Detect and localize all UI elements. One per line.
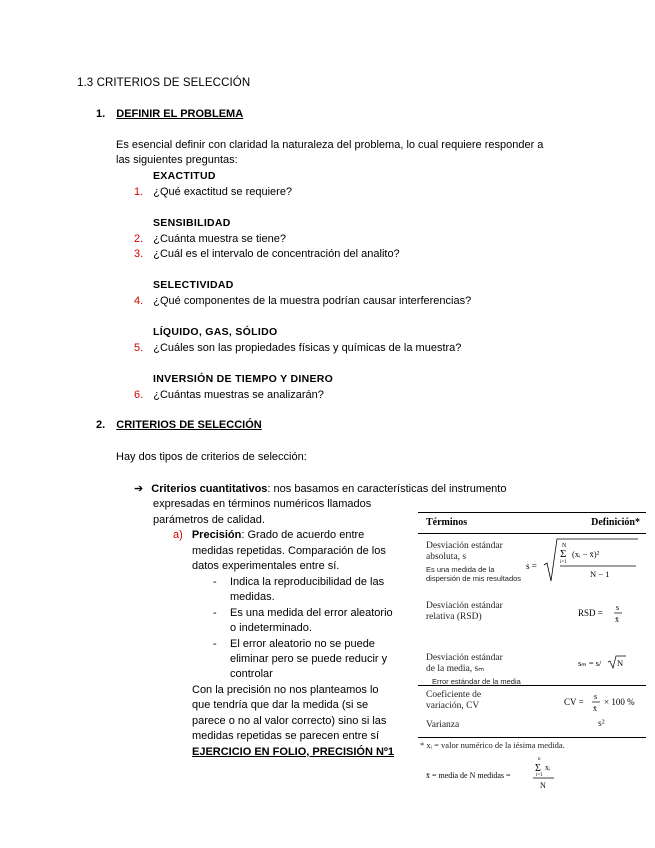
svg-text:N: N (617, 658, 624, 668)
formula-sm (578, 653, 638, 677)
item-text: ¿Qué componentes de la muestra podrían causar interferencias? (153, 295, 472, 307)
table-row-note (426, 565, 521, 583)
table-row-term (426, 690, 481, 712)
formula-rsd-graphic (578, 601, 638, 627)
list-item (134, 388, 324, 403)
part2-heading (96, 419, 262, 431)
svg-text:s =: s = (526, 561, 537, 571)
dash-item-line: El error aleatorio no se puede (230, 638, 375, 650)
item-text: ¿Cuántas muestras se analizarán? (153, 389, 324, 401)
list-item (134, 232, 286, 247)
term-line: absoluta, s (426, 552, 467, 562)
bullet-bold-label: Criterios cuantitativos (151, 483, 268, 495)
term-line: Coeficiente de (426, 690, 482, 700)
term-line: Desviación estándar (426, 653, 503, 663)
item-text: ¿Cuánta muestra se tiene? (153, 233, 286, 245)
svg-text:× 100 %: × 100 % (604, 697, 635, 707)
term-line: variación, CV (426, 701, 480, 711)
svg-text:RSD =: RSD = (578, 608, 603, 618)
statistics-table (418, 512, 646, 738)
dash-marker: - (213, 607, 217, 619)
table-footnote-1: * xᵢ = valor numérico de la iésima medida. (420, 740, 565, 750)
group-heading-selectividad: SELECTIVIDAD (153, 279, 234, 291)
bullet-text: : nos basamos en características del instrumento (267, 483, 507, 495)
part1-title: DEFINIR EL PROBLEMA (116, 108, 244, 120)
svg-text:i=1: i=1 (536, 773, 543, 778)
paragraph-line: parece o no al valor correcto) sino si las (192, 715, 387, 727)
part1-intro-line1: Es esencial definir con claridad la naturaleza del problema, lo cual requiere responder a (116, 139, 544, 151)
svg-text:N − 1: N − 1 (590, 569, 610, 579)
formula-std-dev-graphic (520, 535, 640, 591)
formula-sm-graphic (578, 653, 638, 673)
term-line: Desviación estándar (426, 601, 503, 611)
table-footnote-2 (426, 754, 566, 794)
paragraph-line: que tendría que dar la medida (si se (192, 699, 369, 711)
section-title: 1.3 CRITERIOS DE SELECCIÓN (77, 77, 251, 89)
sub-item-precision (173, 528, 364, 543)
formula-variance: s² (598, 719, 605, 729)
bullet-text-line2: expresadas en términos numéricos llamados (153, 498, 372, 510)
part1-intro-line2: las siguientes preguntas: (116, 154, 238, 166)
svg-text:x̄: x̄ (615, 615, 619, 624)
dash-item-line: Es una medida del error aleatorio (230, 607, 393, 619)
formula-std-dev (520, 535, 640, 591)
list-item (134, 185, 292, 200)
col-header-definition: Definición* (591, 517, 640, 528)
svg-text:s: s (616, 603, 620, 612)
paragraph-line: medidas repetidas se parecen entre sí (192, 730, 380, 742)
dash-item-line: medidas. (230, 591, 275, 603)
formula-cv-graphic (564, 691, 644, 717)
item-text: ¿Cuáles son las propiedades físicas y químicas de la muestra? (153, 342, 462, 354)
svg-text:n: n (538, 757, 541, 762)
svg-text:Σ: Σ (560, 548, 567, 560)
svg-text:N: N (540, 781, 546, 790)
svg-text:xᵢ: xᵢ (545, 763, 551, 772)
bullet-text-line3: parámetros de calidad. (153, 514, 265, 526)
item-number: 6. (134, 389, 144, 401)
svg-text:Σ: Σ (535, 763, 541, 774)
arrow-right-icon: ➔ (134, 483, 144, 495)
term-line: Varianza (426, 720, 460, 730)
list-item (134, 341, 461, 356)
svg-text:CV =: CV = (564, 697, 584, 707)
table-row-term (426, 541, 503, 563)
table-header (418, 513, 646, 534)
svg-text:x̄ = media de N medidas =: x̄ = media de N medidas = (426, 771, 511, 780)
item-number: 5. (134, 342, 144, 354)
item-number: 2. (134, 233, 144, 245)
item-number: 1. (134, 186, 144, 198)
svg-text:x̄: x̄ (593, 704, 597, 713)
sub-letter: a) (173, 529, 183, 541)
part2-number: 2. (96, 419, 106, 431)
svg-text:N: N (562, 543, 567, 549)
group-heading-exactitud: EXACTITUD (153, 170, 216, 182)
dash-item-line: controlar (230, 668, 273, 680)
sub-text-line3: datos experimentales entre sí. (192, 560, 340, 572)
formula-rsd (578, 601, 638, 631)
table-row-term (426, 601, 503, 623)
sub-bold-label: Precisión (191, 529, 242, 541)
list-item (134, 294, 471, 309)
bullet-quantitative (134, 482, 506, 497)
item-number: 4. (134, 295, 144, 307)
item-text: ¿Qué exactitud se requiere? (153, 186, 293, 198)
item-number: 3. (134, 248, 144, 260)
paragraph-line: Con la precisión no nos planteamos lo (192, 684, 379, 696)
part1-heading (96, 108, 243, 120)
list-item (134, 247, 400, 262)
dash-item-line: o indeterminado. (230, 622, 312, 634)
footnote-mean-formula (426, 754, 566, 794)
sub-text-line2: medidas repetidas. Comparación de los (192, 545, 386, 557)
svg-text:sₘ = s/: sₘ = s/ (578, 658, 602, 668)
part2-title: CRITERIOS DE SELECCIÓN (116, 419, 262, 431)
term-line: de la media, sₘ (426, 664, 485, 674)
table-row-term (426, 653, 503, 675)
dash-item-line: eliminar pero se puede reducir y (230, 653, 388, 665)
group-heading-sensibilidad: SENSIBILIDAD (153, 217, 231, 229)
item-text: ¿Cuál es el intervalo de concentración del analito? (153, 248, 400, 260)
term-line: relativa (RSD) (426, 612, 482, 622)
dash-marker: - (213, 576, 217, 588)
term-line: Desviación estándar (426, 541, 503, 551)
note-line: Es una medida de la (426, 565, 495, 574)
svg-text:i=1: i=1 (560, 560, 567, 565)
note-line: dispersión de mis resultados (426, 574, 522, 583)
exercise-link: EJERCICIO EN FOLIO, PRECISIÓN Nº1 (192, 746, 395, 758)
sub-text: : Grado de acuerdo entre (241, 529, 365, 541)
dash-marker: - (213, 638, 217, 650)
table-row-term (426, 720, 459, 731)
svg-text:(xᵢ − x̄)²: (xᵢ − x̄)² (572, 549, 600, 559)
group-heading-liquido: LÍQUIDO, GAS, SÓLIDO (153, 326, 278, 338)
group-heading-inversion: INVERSIÓN DE TIEMPO Y DINERO (153, 373, 334, 385)
col-header-terms: Términos (426, 517, 468, 528)
note-line: Error estándar de la media (432, 677, 521, 686)
part1-number: 1. (96, 108, 106, 120)
formula-cv (564, 691, 644, 721)
svg-text:s: s (594, 692, 598, 701)
part2-intro: Hay dos tipos de criterios de selección: (116, 451, 307, 463)
dash-item-line: Indica la reproducibilidad de las (230, 576, 385, 588)
